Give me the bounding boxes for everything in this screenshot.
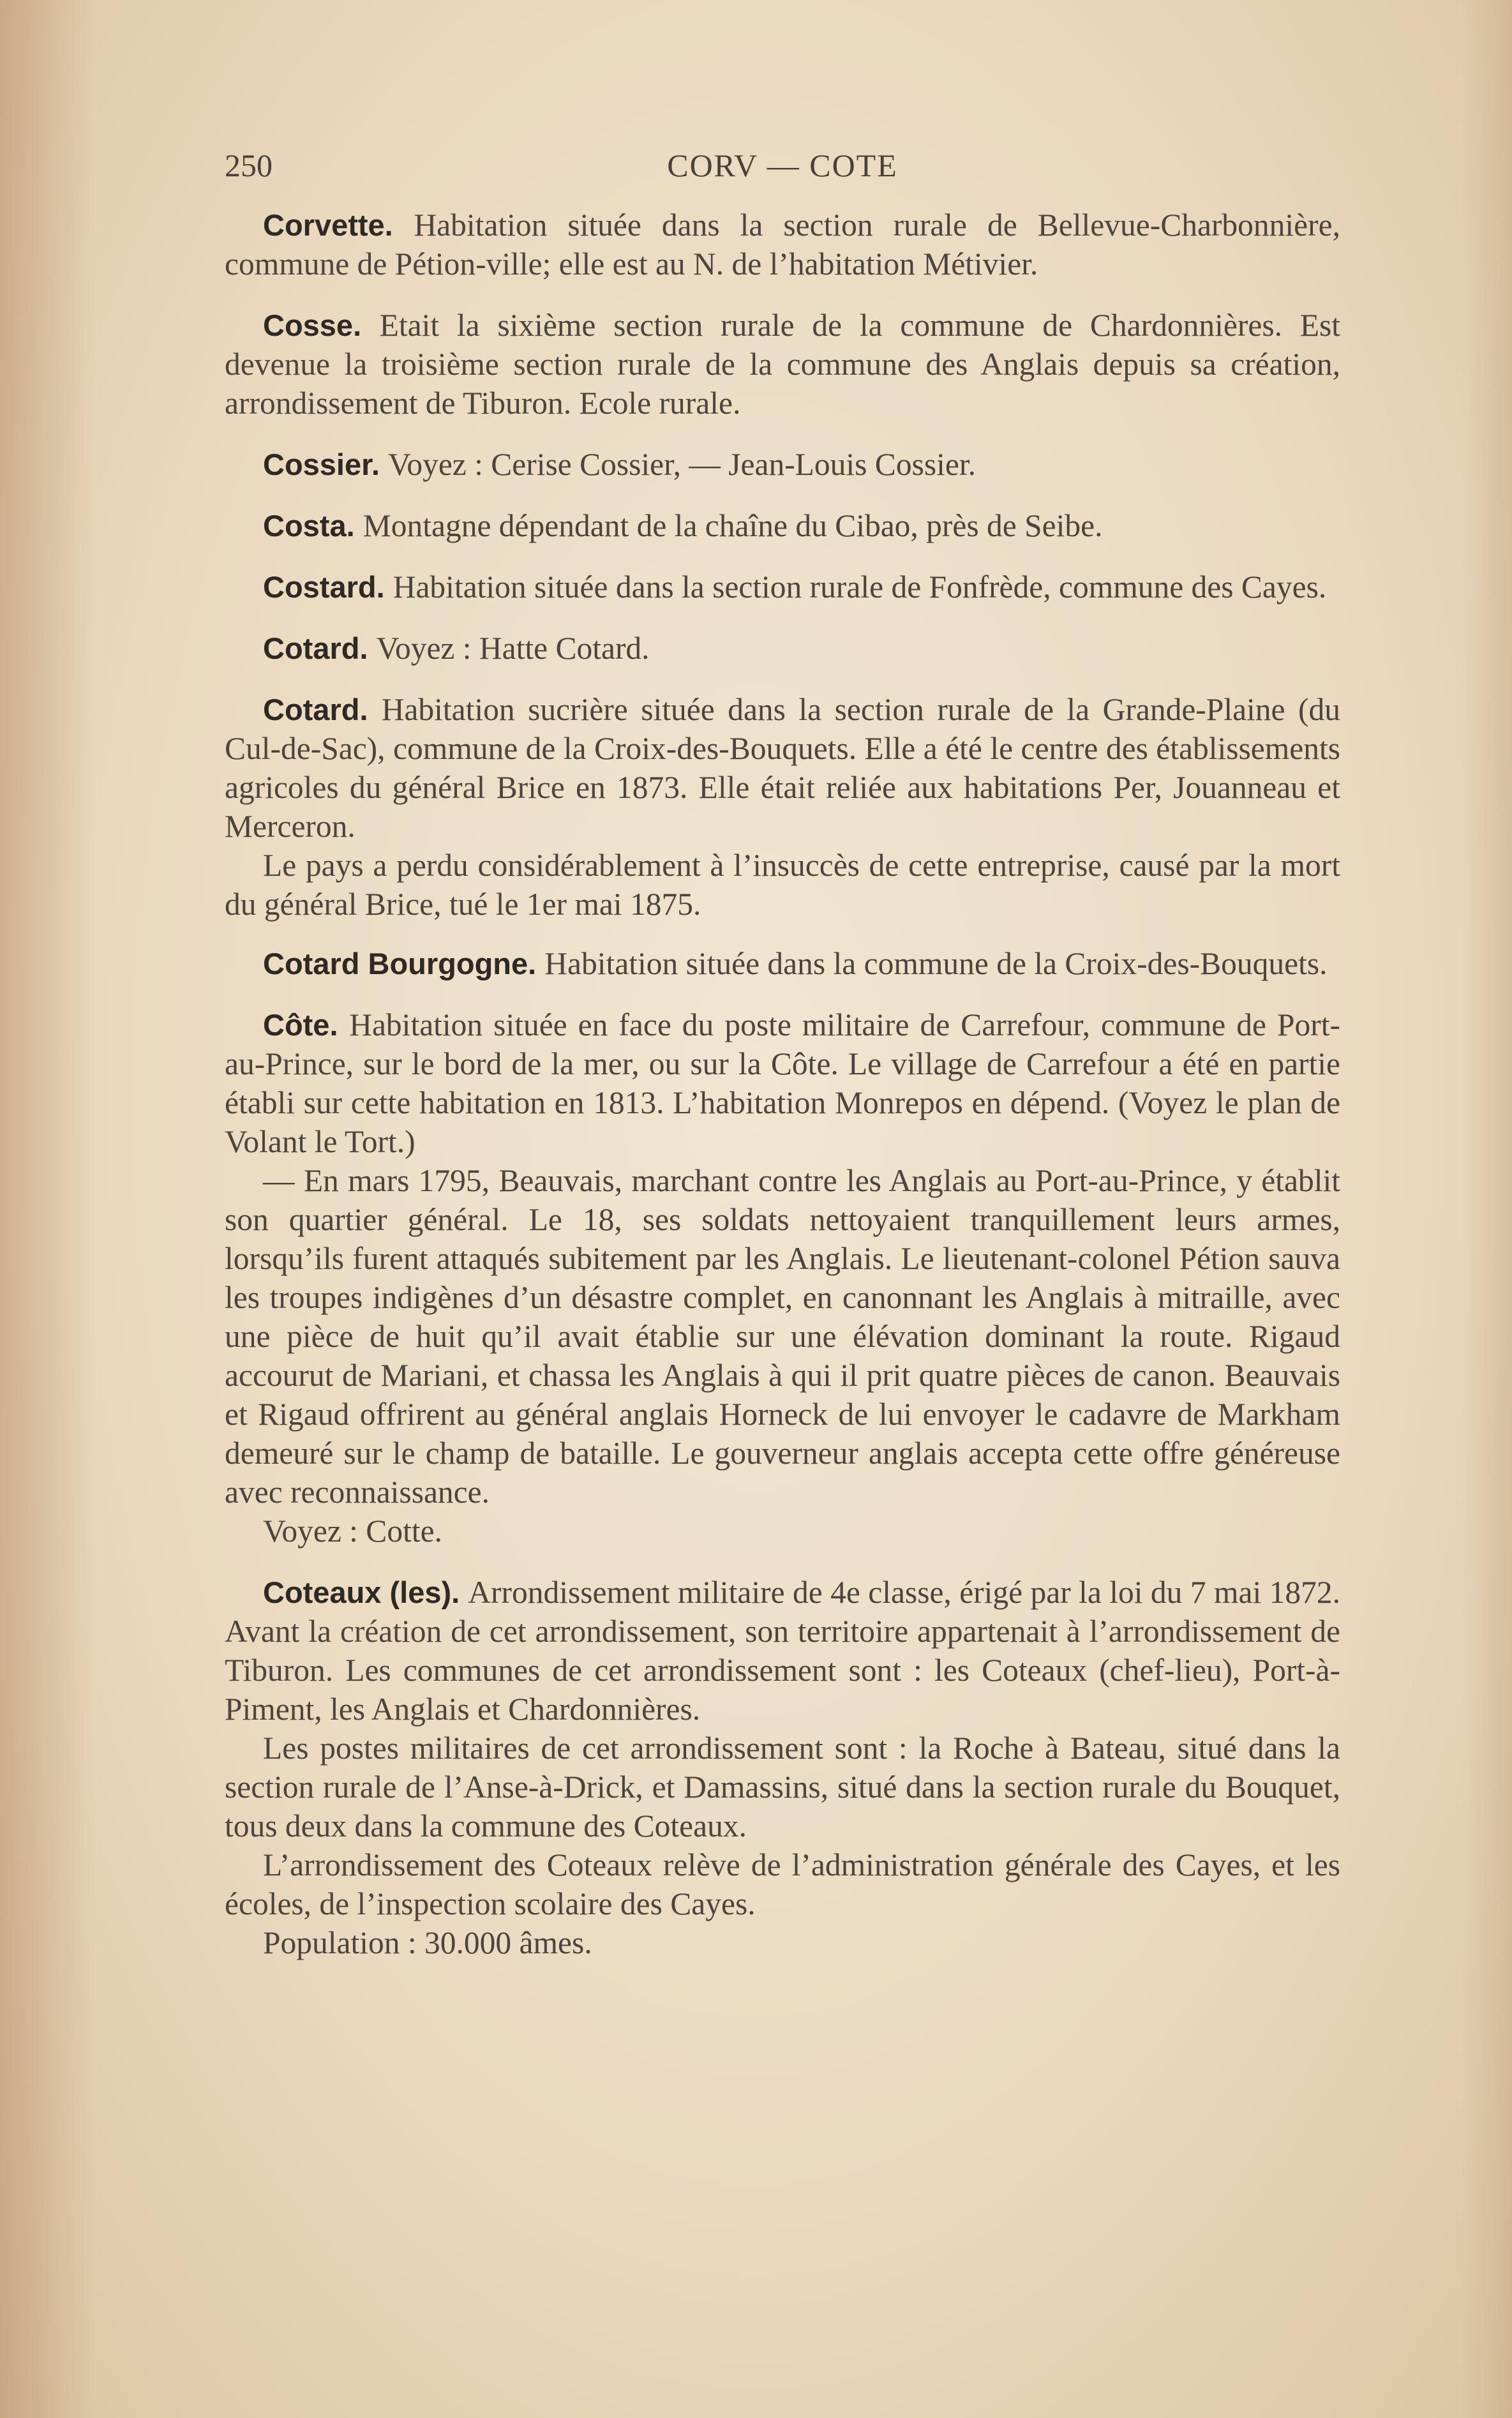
entry-cotard-bourgogne — [225, 944, 1340, 983]
entry-paragraph: Cossier. Voyez : Cerise Cossier, — Jean-Louis Cossier. — [263, 447, 976, 482]
entry-cote — [225, 1005, 1340, 1551]
entry-paragraph: Les postes militaires de cet arrondissement sont : la Roche à Bateau, situé dans la section rurale de l’Anse-à-Drick, et Damassins, situé dans la section rurale du Bouquet, tous deux dans la commune des Coteaux. — [225, 1731, 1340, 1844]
entry-costard — [225, 567, 1340, 606]
entry-cossier — [225, 445, 1340, 484]
entry-paragraph: Corvette. Habitation située dans la section rurale de Bellevue-Charbonnière, commune de Pétion-ville; elle est au N. de l’habitation Métivier. — [225, 207, 1340, 282]
entry-paragraph: Voyez : Cotte. — [263, 1513, 442, 1549]
entry-text: Habitation sucrière située dans la section rurale de la Grande-Plaine (du Cul-de-Sac), commune de la Croix-des-Bouquets. Elle a été le centre des établissements agricoles du général Brice en 1873. Elle était reliée aux habitations Per, Jouanneau et Merceron. — [225, 692, 1340, 844]
entry-term: Côte — [263, 1008, 330, 1042]
entry-paragraph: Coteaux (les). Arrondissement militaire de 4e classe, érigé par la loi du 7 mai 1872. Avant la création de cet arrondissement, son territoire appartenait à l’arrondissement de Tiburon. Les communes de cet arrondissement sont : les Coteaux (chef-lieu), Port-à-Piment, les Anglais et Chardonnières. — [225, 1575, 1340, 1727]
entry-paragraph: Cosse. Etait la sixième section rurale de la commune de Chardonnières. Est devenue la troisième section rurale de la commune des Anglais depuis sa création, arrondissement de Tiburon. Ecole rurale. — [225, 308, 1341, 421]
entry-paragraph: Population : 30.000 âmes. — [263, 1925, 592, 1960]
entry-paragraph: Le pays a perdu considérablement à l’insuccès de cette entreprise, causé par la mort du général Brice, tué le 1er mai 1875. — [225, 848, 1340, 922]
entry-paragraph: Cotard Bourgogne. Habitation située dans la commune de la Croix-des-Bouquets. — [263, 946, 1328, 981]
entry-coteaux — [225, 1573, 1340, 1962]
entry-term: Costard — [263, 570, 377, 604]
entry-term: Cotard — [263, 631, 360, 665]
entry-term: Corvette — [263, 208, 385, 242]
entry-text: Montagne dépendant de la chaîne du Cibao, près de Seibe. — [363, 508, 1103, 543]
entry-paragraph: Cotard. Habitation sucrière située dans la section rurale de la Grande-Plaine (du Cul-de-Sac), commune de la Croix-des-Bouquets. Elle a été le centre des établissements agricoles du général Brice en 1873. Elle était reliée aux habitations Per, Jouanneau et Merceron. — [225, 692, 1340, 844]
entry-text: Habitation située dans la commune de la Croix-des-Bouquets. — [544, 946, 1328, 981]
entry-term: Cossier — [263, 447, 371, 481]
entry-text: Voyez : Cerise Cossier, — Jean-Louis Cossier. — [387, 447, 976, 482]
entry-term: Cotard Bourgogne — [263, 947, 528, 980]
entry-text: Habitation située en face du poste militaire de Carrefour, commune de Port-au-Prince, sur le bord de la mer, ou sur la Côte. Le village de Carrefour a été en partie établi sur cette habitation en 1813. L’habitation Monrepos en dépend. (Voyez le plan de Volant le Tort.) — [225, 1007, 1341, 1159]
entry-cosse — [225, 306, 1340, 423]
page-edge-stain-right — [1461, 0, 1512, 2418]
entry-term: Cosse — [263, 308, 354, 342]
page-edge-stain — [0, 0, 96, 2418]
entry-costa — [225, 506, 1340, 545]
entry-text: Habitation située dans la section rurale de Fonfrède, commune des Cayes. — [393, 569, 1327, 604]
entry-cotard-habitation — [225, 690, 1340, 924]
running-head: CORV — COTE — [667, 147, 898, 183]
entry-term: Costa — [263, 509, 347, 543]
entry-text: Arrondissement militaire de 4e classe, érigé par la loi du 7 mai 1872. Avant la création de cet arrondissement, son territoire appartenait à l’arrondissement de Tiburon. Les communes de cet arrondissement sont : les Coteaux (chef-lieu), Port-à-Piment, les Anglais et Chardonnières. — [225, 1575, 1340, 1727]
page-number: 250 — [225, 147, 273, 183]
entry-corvette — [225, 206, 1340, 283]
entry-paragraph: Cotard. Voyez : Hatte Cotard. — [263, 631, 650, 666]
entry-text: Etait la sixième section rurale de la commune de Chardonnières. Est devenue la troisième section rurale de la commune des Anglais depuis sa création, arrondissement de Tiburon. Ecole rurale. — [225, 308, 1341, 421]
entry-paragraph: Costa. Montagne dépendant de la chaîne du Cibao, près de Seibe. — [263, 508, 1103, 543]
entry-paragraph: L’arrondissement des Coteaux relève de l’administration générale des Cayes, et les écoles, de l’inspection scolaire des Cayes. — [225, 1847, 1340, 1921]
entry-cotard-voyez — [225, 629, 1340, 668]
entry-text: Habitation située dans la section rurale de Bellevue-Charbonnière, commune de Pétion-ville; elle est au N. de l’habitation Métivier. — [225, 207, 1340, 282]
entry-paragraph: — En mars 1795, Beauvais, marchant contre les Anglais au Port-au-Prince, y établit son quartier général. Le 18, ses soldats nettoyaient tranquillement leurs armes, lorsqu’ils furent attaqués subitement par les Anglais. Le lieutenant-colonel Pétion sauva les troupes indigènes d’un désastre complet, en canonnant les Anglais à mitraille, avec une pièce de huit qu’il avait établie sur une élévation dominant la route. Rigaud accourut de Mariani, et chassa les Anglais à qui il prit quatre pièces de canon. Beauvais et Rigaud offrirent au général anglais Horneck de lui envoyer le cadavre de Markham demeuré sur le champ de bataille. Le gouverneur anglais accepta cette offre généreuse avec reconnaissance. — [225, 1163, 1340, 1510]
page-header — [225, 147, 1340, 191]
entry-term: Coteaux (les) — [263, 1575, 452, 1609]
entry-paragraph: Côte. Habitation située en face du poste militaire de Carrefour, commune de Port-au-Prince, sur le bord de la mer, ou sur la Côte. Le village de Carrefour a été en partie établi sur cette habitation en 1813. L’habitation Monrepos en dépend. (Voyez le plan de Volant le Tort.) — [225, 1007, 1341, 1159]
entry-text: Voyez : Hatte Cotard. — [376, 631, 650, 666]
entry-paragraph: Costard. Habitation située dans la section rurale de Fonfrède, commune des Cayes. — [263, 569, 1327, 604]
dictionary-text — [225, 206, 1340, 1985]
entry-term: Cotard — [263, 693, 360, 726]
